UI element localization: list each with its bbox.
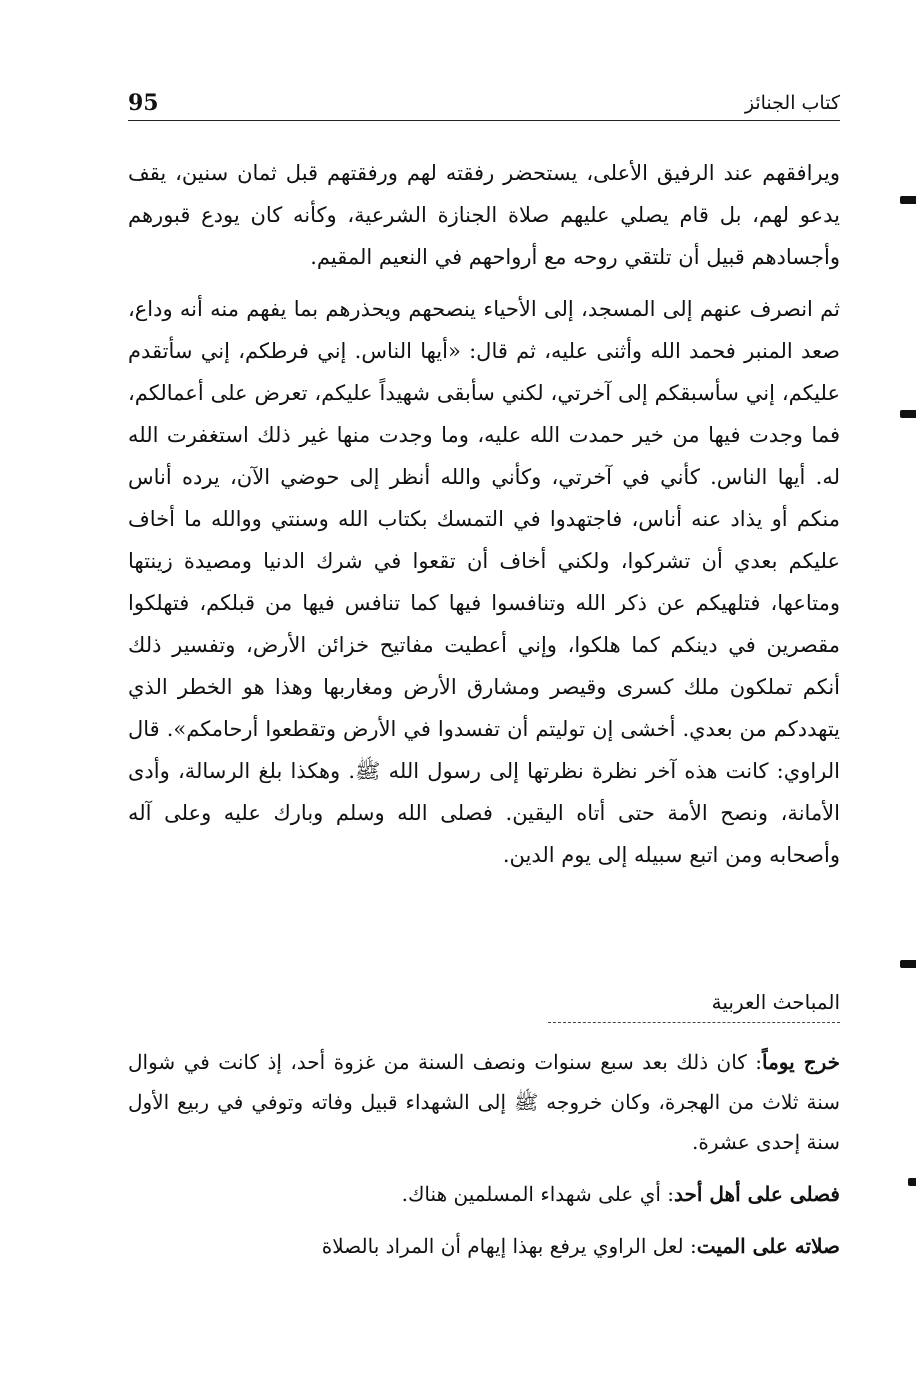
running-title: كتاب الجنائز: [744, 92, 840, 114]
page-number: 95: [128, 90, 159, 116]
section-heading: المباحث العربية: [548, 988, 840, 1023]
margin-tab-mark: [900, 960, 916, 968]
margin-tab-mark: [908, 1178, 916, 1186]
note-item: [128, 1174, 840, 1214]
paragraph: ويرافقهم عند الرفيق الأعلى، يستحضر رفقته لهم ورفقتهم قبل ثمان سنين، يقف يدعو لهم، بل قام يصلي عليهم صلاة الجنازة الشرعية، وكأنه كان يودع قبورهم وأجسادهم قبيل أن تلتقي روحه مع أرواحهم في النعيم المقيم.: [128, 161, 840, 269]
paragraph: ثم انصرف عنهم إلى المسجد، إلى الأحياء ينصحهم ويحذرهم بما يفهم منه أنه وداع، صعد المنبر فحمد الله وأثنى عليه، ثم قال: «أيها الناس. إني فرطكم، إني سأتقدم عليكم، إني سأسبقكم إلى آخرتي، لكني سأبقى شهيداً عليكم، تعرض على أعمالكم، فما وجدت فيها من خير حمدت الله عليه، وما وجدت منها غير ذلك استغفرت الله له. أيها الناس. كأني في آخرتي، وكأني والله أنظر إلى حوضي الآن، يرده أناس منكم أو يذاد عنه أناس، فاجتهدوا في التمسك بكتاب الله وسنتي ووالله ما أخاف عليكم بعدي أن تشركوا، ولكني أخاف أن تقعوا في شرك الدنيا ومصيدة زينتها ومتاعها، فتلهيكم عن ذكر الله وتنافسوا فيها كما تنافس فيها من قبلكم، فتهلكوا مقصرين في دينكم كما هلكوا، وإني أعطيت مفاتيح خزائن الأرض، وتفسير ذلك أنكم تملكون ملك كسرى وقيصر ومشارق الأرض ومغاربها وهذا هو الخطر الذي يتهددكم من بعدي. أخشى إن توليتم أن تفسدوا في الأرض وتقطعوا أرحامكم». قال الراوي: كانت هذه آخر نظرة نظرتها إلى رسول الله ﷺ. وهكذا بلغ الرسالة، وأدى الأمانة، ونصح الأمة حتى أتاه اليقين. فصلى الله وسلم وبارك عليه وعلى آله وأصحابه ومن اتبع سبيله إلى يوم الدين.: [128, 297, 840, 867]
note-term: خرج يوماً: [761, 1050, 840, 1074]
note-item: [128, 1042, 840, 1162]
margin-tab-mark: [900, 410, 916, 418]
margin-tab-mark: [900, 196, 916, 204]
notes-section: [128, 1042, 840, 1278]
main-text: [128, 152, 840, 876]
note-term: صلاته على الميت: [696, 1234, 840, 1258]
note-item: [128, 1226, 840, 1266]
note-text: : أي على شهداء المسلمين هناك.: [401, 1182, 675, 1206]
note-text: : لعل الراوي يرفع بهذا إيهام أن المراد بالصلاة: [321, 1234, 697, 1258]
note-term: فصلى على أهل أحد: [674, 1182, 840, 1206]
page-header: [128, 84, 840, 121]
note-text: : كان ذلك بعد سبع سنوات ونصف السنة من غزوة أحد، إذ كانت في شوال سنة ثلاث من الهجرة، وكان خروجه ﷺ إلى الشهداء قبيل وفاته وتوفي في ربيع الأول سنة إحدى عشرة.: [128, 1050, 840, 1154]
